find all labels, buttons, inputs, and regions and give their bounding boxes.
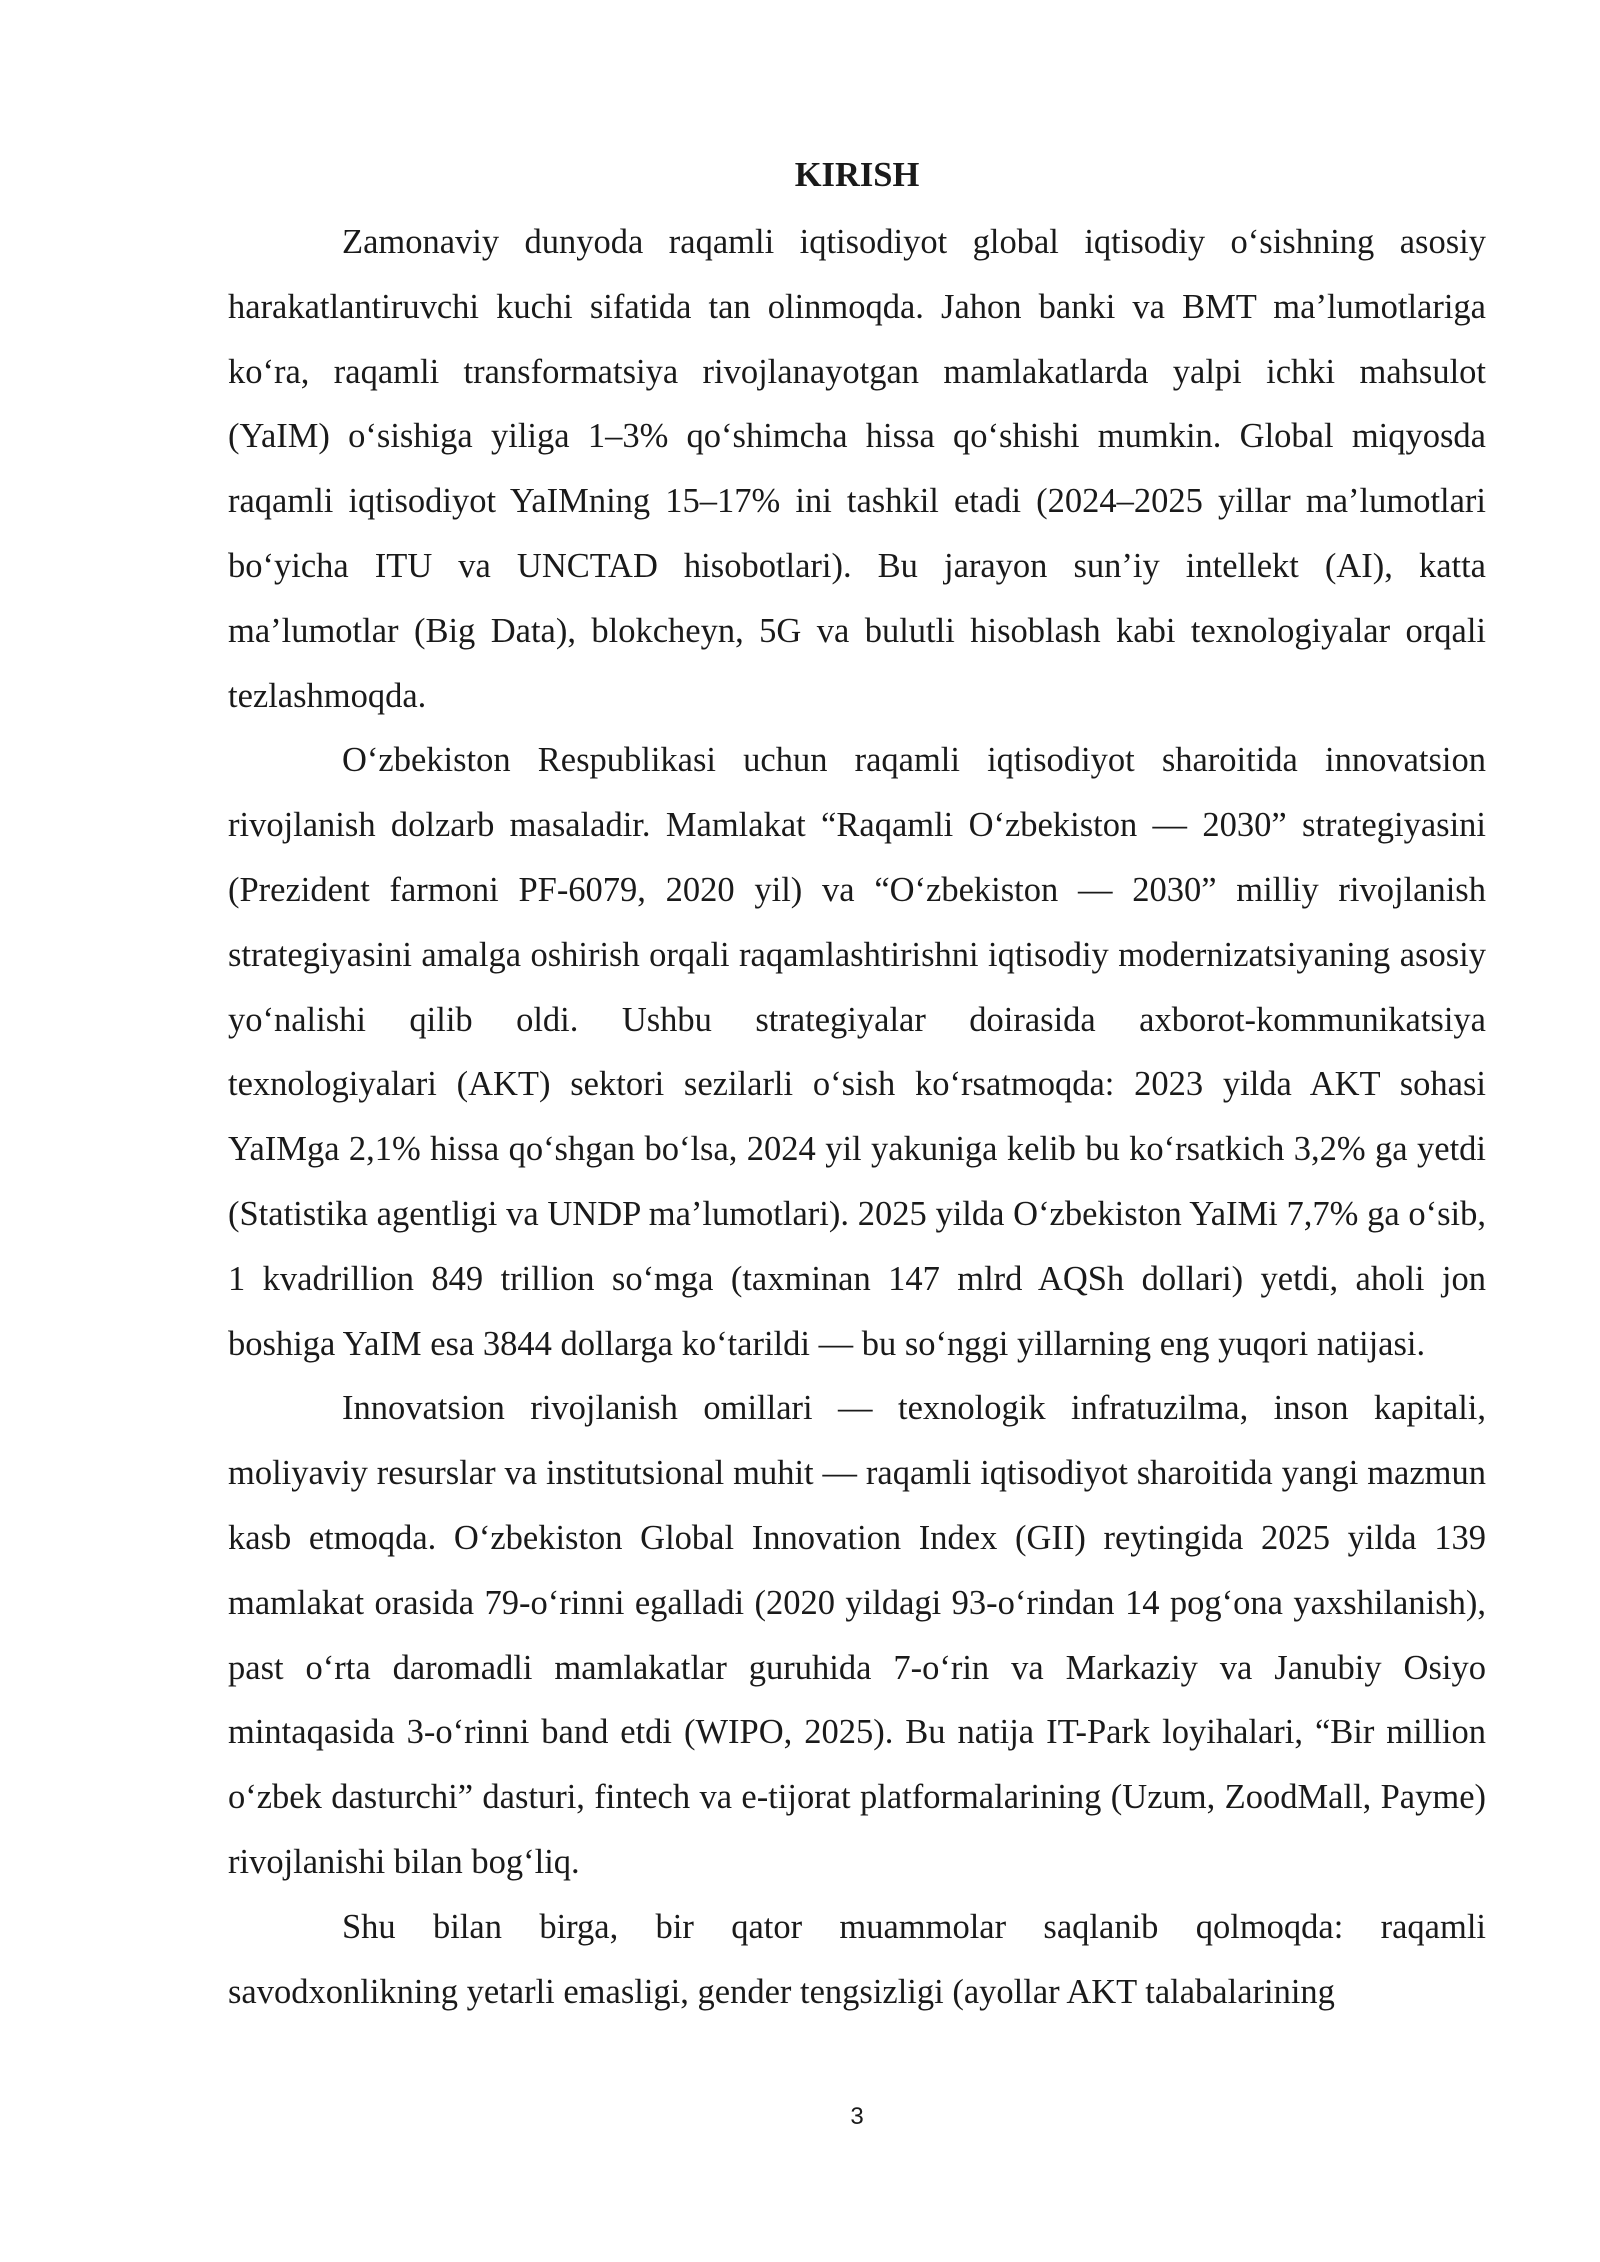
page-number: 3 — [850, 2103, 864, 2130]
paragraph-3: Innovatsion rivojlanish omillari — texnologik infratuzilma, inson kapitali, moliyaviy resurslar va institutsional muhit — raqamli iqtisodiyot sharoitida yangi mazmun kasb etmoqda. O‘zbekiston Global Innovation Index (GII) reytingida 2025 yilda 139 mamlakat orasida 79-o‘rinni egalladi (2020 yildagi 93-o‘rindan 14 pog‘ona yaxshilanish), past o‘rta daromadli mamlakatlar guruhida 7-o‘rin va Markaziy va Janubiy Osiyo mintaqasida 3-o‘rinni band etdi (WIPO, 2025). Bu natija IT-Park loyihalari, “Bir million o‘zbek dasturchi” dasturi, fintech va e-tijorat platformalarining (Uzum, ZoodMall, Payme) rivojlanishi bilan bog‘liq. — [228, 1389, 1486, 1881]
paragraph-1: Zamonaviy dunyoda raqamli iqtisodiyot global iqtisodiy o‘sishning asosiy harakatlantiruvchi kuchi sifatida tan olinmoqda. Jahon banki va BMT ma’lumotlariga ko‘ra, raqamli transformatsiya rivojlanayotgan mamlakatlarda yalpi ichki mahsulot (YaIM) o‘sishiga yiliga 1–3% qo‘shimcha hissa qo‘shishi mumkin. Global miqyosda raqamli iqtisodiyot YaIMning 15–17% ini tashkil etadi (2024–2025 yillar ma’lumotlari bo‘yicha ITU va UNCTAD hisobotlari). Bu jarayon sun’iy intellekt (AI), katta ma’lumotlar (Big Data), blokcheyn, 5G va bulutli hisoblash kabi texnologiyalar orqali tezlashmoqda. — [228, 223, 1486, 715]
section-heading: KIRISH — [794, 156, 920, 194]
body-text — [228, 210, 1486, 2024]
paragraph-2: O‘zbekiston Respublikasi uchun raqamli iqtisodiyot sharoitida innovatsion rivojlanish dolzarb masaladir. Mamlakat “Raqamli O‘zbekiston — 2030” strategiyasini (Prezident farmoni PF-6079, 2020 yil) va “O‘zbekiston — 2030” milliy rivojlanish strategiyasini amalga oshirish orqali raqamlashtirishni iqtisodiy modernizatsiyaning asosiy yo‘nalishi qilib oldi. Ushbu strategiyalar doirasida axborot-kommunikatsiya texnologiyalari (AKT) sektori sezilarli o‘sish ko‘rsatmoqda: 2023 yilda AKT sohasi YaIMga 2,1% hissa qo‘shgan bo‘lsa, 2024 yil yakuniga kelib bu ko‘rsatkich 3,2% ga yetdi (Statistika agentligi va UNDP ma’lumotlari). 2025 yilda O‘zbekiston YaIMi 7,7% ga o‘sib, 1 kvadrillion 849 trillion so‘mga (taxminan 147 mlrd AQSh dollari) yetdi, aholi jon boshiga YaIM esa 3844 dollarga ko‘tarildi — bu so‘nggi yillarning eng yuqori natijasi. — [228, 741, 1486, 1363]
paragraph-4: Shu bilan birga, bir qator muammolar saqlanib qolmoqda: raqamli savodxonlikning yetarli emasligi, gender tengsizligi (ayollar AKT talabalarining — [228, 1907, 1486, 2011]
